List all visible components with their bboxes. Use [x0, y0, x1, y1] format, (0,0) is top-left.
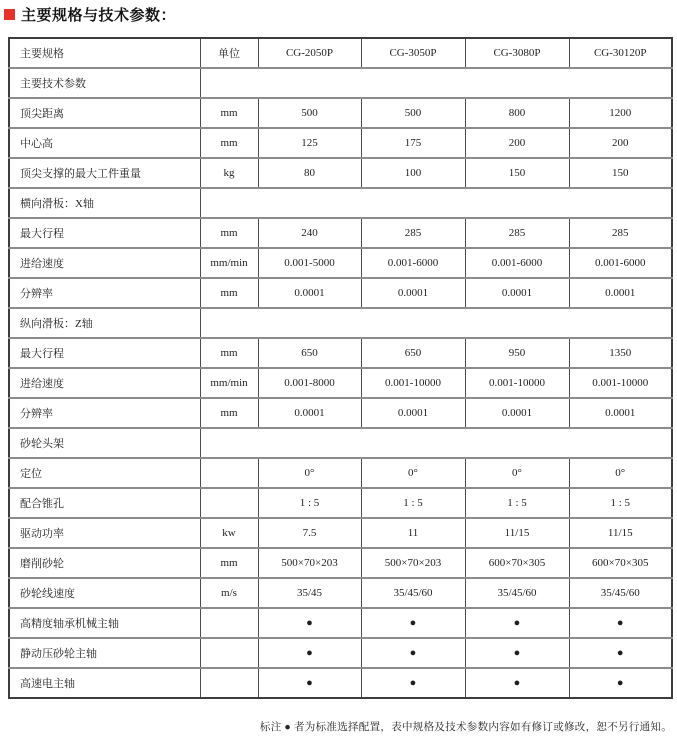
- row-label-cell: 中心高: [9, 128, 200, 158]
- table-row: [9, 368, 672, 398]
- table-row: [9, 608, 672, 638]
- value-cell: 650: [258, 338, 361, 368]
- value-cell: 1 : 5: [258, 488, 361, 518]
- unit-cell: mm/min: [200, 248, 258, 278]
- value-cell: 1200: [569, 98, 672, 128]
- value-cell: 0.001-10000: [569, 368, 672, 398]
- section-empty-cell: [200, 428, 672, 458]
- value-cell: 35/45: [258, 578, 361, 608]
- column-header-unit: 单位: [200, 38, 258, 68]
- table-row: [9, 248, 672, 278]
- row-label-cell: 定位: [9, 458, 200, 488]
- unit-cell: [200, 668, 258, 698]
- section-row: [9, 428, 672, 458]
- value-cell: 0.0001: [361, 398, 465, 428]
- row-label-cell: 纵向滑板：Z轴: [9, 308, 200, 338]
- table-row: [9, 638, 672, 668]
- table-row: [9, 338, 672, 368]
- value-cell: 11/15: [465, 518, 569, 548]
- value-cell: 0.0001: [258, 398, 361, 428]
- value-cell: 0.001-6000: [569, 248, 672, 278]
- value-cell: 0.001-10000: [361, 368, 465, 398]
- unit-cell: mm: [200, 548, 258, 578]
- section-row: [9, 188, 672, 218]
- table-row: [9, 278, 672, 308]
- value-cell: 1 : 5: [569, 488, 672, 518]
- row-label-cell: 横向滑板：X轴: [9, 188, 200, 218]
- table-row: [9, 98, 672, 128]
- row-label-cell: 驱动功率: [9, 518, 200, 548]
- table-row: [9, 218, 672, 248]
- section-title-bar: [4, 4, 176, 25]
- value-cell: 35/45/60: [569, 578, 672, 608]
- value-cell: 285: [465, 218, 569, 248]
- table-row: [9, 548, 672, 578]
- row-label-cell: 最大行程: [9, 218, 200, 248]
- unit-cell: mm: [200, 338, 258, 368]
- table-row: [9, 578, 672, 608]
- row-label-cell: 高速电主轴: [9, 668, 200, 698]
- value-cell: 7.5: [258, 518, 361, 548]
- value-cell: ●: [569, 608, 672, 638]
- value-cell: 0.0001: [569, 398, 672, 428]
- unit-cell: mm: [200, 278, 258, 308]
- value-cell: 11: [361, 518, 465, 548]
- value-cell: 0.0001: [465, 278, 569, 308]
- value-cell: 240: [258, 218, 361, 248]
- table-row: [9, 158, 672, 188]
- unit-cell: [200, 638, 258, 668]
- row-label-cell: 分辨率: [9, 398, 200, 428]
- spec-table: [8, 37, 673, 699]
- row-label-cell: 高精度轴承机械主轴: [9, 608, 200, 638]
- value-cell: 175: [361, 128, 465, 158]
- row-label-cell: 静动压砂轮主轴: [9, 638, 200, 668]
- row-label-cell: 顶尖距离: [9, 98, 200, 128]
- value-cell: 600×70×305: [465, 548, 569, 578]
- table-row: [9, 518, 672, 548]
- value-cell: 11/15: [569, 518, 672, 548]
- value-cell: 1 : 5: [465, 488, 569, 518]
- spec-table-body: [9, 38, 672, 698]
- value-cell: ●: [258, 608, 361, 638]
- value-cell: 1350: [569, 338, 672, 368]
- value-cell: 500×70×203: [361, 548, 465, 578]
- value-cell: 125: [258, 128, 361, 158]
- header-row: [9, 38, 672, 68]
- table-row: [9, 128, 672, 158]
- value-cell: ●: [465, 608, 569, 638]
- column-header-model-1: CG-2050P: [258, 38, 361, 68]
- value-cell: 200: [569, 128, 672, 158]
- value-cell: 200: [465, 128, 569, 158]
- section-row: [9, 68, 672, 98]
- row-label-cell: 顶尖支撑的最大工件重量: [9, 158, 200, 188]
- value-cell: 950: [465, 338, 569, 368]
- value-cell: 285: [569, 218, 672, 248]
- unit-cell: [200, 608, 258, 638]
- footnote: 标注 ● 者为标准选择配置，表中规格及技术参数内容如有修订或修改，恕不另行通知。: [259, 722, 672, 733]
- unit-cell: mm: [200, 398, 258, 428]
- table-row: [9, 668, 672, 698]
- value-cell: 0°: [361, 458, 465, 488]
- value-cell: 0.0001: [361, 278, 465, 308]
- value-cell: 0.001-5000: [258, 248, 361, 278]
- value-cell: 500×70×203: [258, 548, 361, 578]
- value-cell: 150: [465, 158, 569, 188]
- value-cell: 0.001-10000: [465, 368, 569, 398]
- table-row: [9, 458, 672, 488]
- table-row: [9, 398, 672, 428]
- row-label-cell: 砂轮头架: [9, 428, 200, 458]
- value-cell: 0°: [569, 458, 672, 488]
- page-title: 主要规格与技术参数：: [21, 7, 177, 24]
- value-cell: ●: [361, 608, 465, 638]
- row-label-cell: 分辨率: [9, 278, 200, 308]
- value-cell: ●: [465, 638, 569, 668]
- value-cell: ●: [569, 668, 672, 698]
- section-row: [9, 308, 672, 338]
- red-square-bullet-icon: [4, 9, 15, 20]
- unit-cell: m/s: [200, 578, 258, 608]
- column-header-model-4: CG-30120P: [569, 38, 672, 68]
- table-row: [9, 488, 672, 518]
- value-cell: 500: [258, 98, 361, 128]
- value-cell: ●: [569, 638, 672, 668]
- value-cell: 0.001-6000: [361, 248, 465, 278]
- value-cell: 0°: [258, 458, 361, 488]
- value-cell: ●: [258, 638, 361, 668]
- unit-cell: [200, 488, 258, 518]
- value-cell: 80: [258, 158, 361, 188]
- value-cell: 35/45/60: [361, 578, 465, 608]
- section-empty-cell: [200, 308, 672, 338]
- value-cell: 150: [569, 158, 672, 188]
- row-label-cell: 进给速度: [9, 248, 200, 278]
- unit-cell: mm: [200, 128, 258, 158]
- value-cell: 800: [465, 98, 569, 128]
- value-cell: 285: [361, 218, 465, 248]
- value-cell: 1 : 5: [361, 488, 465, 518]
- section-empty-cell: [200, 68, 672, 98]
- row-label-cell: 最大行程: [9, 338, 200, 368]
- value-cell: 35/45/60: [465, 578, 569, 608]
- value-cell: 0.001-6000: [465, 248, 569, 278]
- row-label-cell: 砂轮线速度: [9, 578, 200, 608]
- value-cell: 0.0001: [258, 278, 361, 308]
- column-header-model-3: CG-3080P: [465, 38, 569, 68]
- value-cell: 0.001-8000: [258, 368, 361, 398]
- unit-cell: mm: [200, 98, 258, 128]
- value-cell: ●: [361, 638, 465, 668]
- row-label-cell: 进给速度: [9, 368, 200, 398]
- value-cell: ●: [258, 668, 361, 698]
- unit-cell: kg: [200, 158, 258, 188]
- value-cell: 0.0001: [465, 398, 569, 428]
- column-header-model-2: CG-3050P: [361, 38, 465, 68]
- column-header-spec: 主要规格: [9, 38, 200, 68]
- unit-cell: kw: [200, 518, 258, 548]
- value-cell: 0°: [465, 458, 569, 488]
- value-cell: ●: [465, 668, 569, 698]
- value-cell: 500: [361, 98, 465, 128]
- value-cell: 650: [361, 338, 465, 368]
- section-empty-cell: [200, 188, 672, 218]
- value-cell: ●: [361, 668, 465, 698]
- unit-cell: [200, 458, 258, 488]
- value-cell: 100: [361, 158, 465, 188]
- row-label-cell: 主要技术参数: [9, 68, 200, 98]
- unit-cell: mm: [200, 218, 258, 248]
- unit-cell: mm/min: [200, 368, 258, 398]
- row-label-cell: 配合锥孔: [9, 488, 200, 518]
- row-label-cell: 磨削砂轮: [9, 548, 200, 578]
- value-cell: 600×70×305: [569, 548, 672, 578]
- value-cell: 0.0001: [569, 278, 672, 308]
- spec-table-container: [8, 37, 671, 699]
